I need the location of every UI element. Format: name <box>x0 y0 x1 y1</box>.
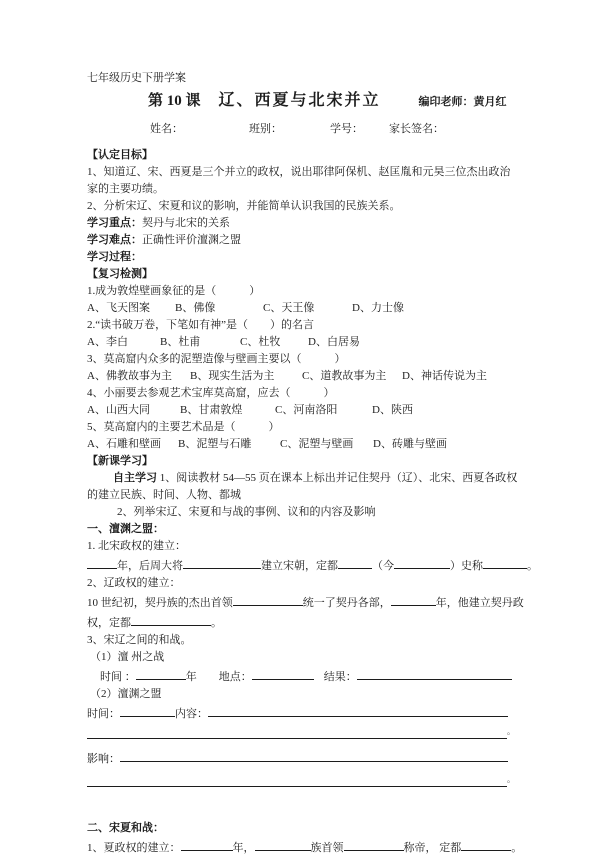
option: C、河南洛阳 <box>275 404 338 416</box>
review-heading: 【复习检测】 <box>87 268 153 280</box>
fill-text: 。 <box>511 842 523 854</box>
blank-field <box>136 666 186 680</box>
option: D、陕西 <box>372 404 413 416</box>
fill-line-treaty-content <box>87 703 520 723</box>
fill-line-xia-founding <box>87 837 523 857</box>
class-field-label: 班别： <box>249 123 282 135</box>
study-difficulty-text: 正确性评价澶渊之盟 <box>142 234 241 246</box>
fill-text: 年， <box>232 842 255 854</box>
fill-text: 时间 ： <box>100 671 136 683</box>
fill-line-impact <box>87 748 520 768</box>
impact-label: 影响： <box>87 753 120 765</box>
fill-text: 地点： <box>218 671 252 683</box>
blank-field <box>461 837 511 851</box>
blank-field <box>255 837 311 851</box>
option: A、李白 <box>87 336 128 348</box>
fill-text: 年 <box>185 671 197 683</box>
blank-field <box>483 555 527 569</box>
blank-field <box>131 612 211 626</box>
question-text: 3、莫高窟内众多的泥塑造像与壁画主要以（ ） <box>87 353 346 365</box>
student-info-row <box>87 121 520 138</box>
fill-text: 称帝， 定都 <box>403 842 462 854</box>
fill-text: 统一了契丹各部， <box>302 597 391 609</box>
fill-line-chanzhou-battle <box>87 666 520 686</box>
section1-item: 2、辽政权的建立： <box>87 577 181 589</box>
study-difficulty <box>87 232 520 249</box>
goals-heading: 【认定目标】 <box>87 149 153 161</box>
self-study-task: 2、列举宋辽、宋夏和与战的事例、议和的内容及影响 <box>117 506 376 518</box>
fill-text: 时间： <box>87 708 120 720</box>
title-row <box>87 92 520 111</box>
option: D、神话传说为主 <box>402 370 487 382</box>
section1-item: 3、宋辽之间的和战。 <box>87 634 192 646</box>
goal-item: 2、分析宋辽、宋夏和议的影响，并能简单认识我国的民族关系。 <box>87 200 401 212</box>
blank-field <box>344 837 404 851</box>
blank-field <box>87 725 507 739</box>
blank-field <box>120 748 508 762</box>
self-study-task <box>87 470 520 504</box>
option: B、泥塑与石雕 <box>178 438 252 450</box>
parent-signature-field-label: 家长签名： <box>389 123 444 135</box>
fill-text: 结果： <box>323 671 357 683</box>
options-row <box>87 334 520 351</box>
goal-item: 1、知道辽、宋、西夏是三个并立的政权，说出耶律阿保机、赵匡胤和元昊三位杰出政治家的主要功绩。 <box>87 166 511 195</box>
blank-field <box>208 703 508 717</box>
self-study-text: 1、阅读教材 54—55 页在课本上标出并记住契丹（辽）、北宋、西夏各政权的建立民族、时间、人物、都城 <box>87 472 518 501</box>
study-process-label: 学习过程： <box>87 251 142 263</box>
fill-text: 1、夏政权的建立： <box>87 842 181 854</box>
lesson-number: 第 10 课 <box>148 93 201 109</box>
options-row <box>87 402 520 419</box>
option: C、天王像 <box>263 302 315 314</box>
name-field-label: 姓名： <box>150 123 183 135</box>
blank-field <box>233 592 303 606</box>
fill-text: 内容： <box>175 708 208 720</box>
fill-text: 。 <box>507 727 515 736</box>
option: B、甘肃敦煌 <box>180 404 243 416</box>
option: A、飞天图案 <box>87 302 150 314</box>
section2-heading: 二、宋夏和战： <box>87 822 164 834</box>
option: A、佛教故事为主 <box>87 370 172 382</box>
options-row <box>87 300 520 317</box>
option: C、道教故事为主 <box>302 370 387 382</box>
option: C、杜牧 <box>240 336 281 348</box>
section1-subitem: （1）澶 州之战 <box>90 651 165 663</box>
study-focus-label: 学习重点： <box>87 217 142 229</box>
blank-field <box>357 666 512 680</box>
fill-text: 。 <box>507 775 515 784</box>
options-row <box>87 436 520 453</box>
new-lesson-heading: 【新课学习】 <box>87 455 153 467</box>
blank-field <box>87 555 117 569</box>
fill-text: 10 世纪初，契丹族的杰出首领 <box>87 597 233 609</box>
option: C、泥塑与壁画 <box>280 438 354 450</box>
section1-subitem: （2）澶渊之盟 <box>90 688 162 700</box>
option: B、佛像 <box>175 302 216 314</box>
fill-text: ）史称 <box>450 560 483 572</box>
student-id-field-label: 学号： <box>330 123 363 135</box>
blank-field <box>394 555 450 569</box>
question-text: 5、莫高窟内的主要艺术品是（ ） <box>87 421 280 433</box>
fill-text: 年，他建立契丹政 <box>435 597 524 609</box>
course-label: 七年级历史下册学案 <box>87 72 186 84</box>
fill-line-liao-founding <box>87 592 524 612</box>
option: A、石雕和壁画 <box>87 438 161 450</box>
fill-text: 族首领 <box>310 842 344 854</box>
question-text: 2.“读书破万卷，下笔如有神”是（ ）的名言 <box>87 319 315 331</box>
study-difficulty-label: 学习难点： <box>87 234 142 246</box>
option: A、山西大同 <box>87 404 150 416</box>
option: D、白居易 <box>308 336 360 348</box>
fill-text: 。 <box>211 617 222 629</box>
fill-text: 权，定都 <box>87 617 131 629</box>
blank-field <box>338 555 372 569</box>
section1-item: 1. 北宋政权的建立： <box>87 540 186 552</box>
self-study-label: 自主学习 <box>113 472 157 484</box>
fill-text: 建立宋朝，定都 <box>261 560 338 572</box>
blank-field <box>183 555 261 569</box>
fill-line-liao-capital <box>87 612 520 632</box>
fill-line-continuation <box>87 723 520 745</box>
fill-line-continuation <box>87 771 520 793</box>
options-row <box>87 368 520 385</box>
blank-field <box>181 837 233 851</box>
fill-line-song-founding <box>87 555 538 575</box>
blank-field <box>391 592 436 606</box>
blank-field <box>252 666 314 680</box>
teacher-credit: 编印老师：黄月红 <box>418 96 507 108</box>
page-title: 辽、西夏与北宋并立 <box>218 92 381 109</box>
blank-field <box>120 703 175 717</box>
fill-text: 。 <box>527 560 538 572</box>
blank-field <box>87 773 507 787</box>
question-text: 4、小丽要去参观艺术宝库莫高窟，应去（ ） <box>87 387 335 399</box>
study-focus-text: 契丹与北宋的关系 <box>142 217 230 229</box>
fill-text: （今 <box>372 560 394 572</box>
option: B、杜甫 <box>160 336 201 348</box>
option: D、砖雕与壁画 <box>373 438 447 450</box>
question-text: 1.成为敦煌壁画象征的是（ ） <box>87 285 261 297</box>
fill-text: 年，后周大将 <box>117 560 183 572</box>
study-focus <box>87 215 520 232</box>
option: B、现实生活为主 <box>190 370 275 382</box>
option: D、力士像 <box>352 302 404 314</box>
section1-heading: 一、澶渊之盟： <box>87 523 164 535</box>
